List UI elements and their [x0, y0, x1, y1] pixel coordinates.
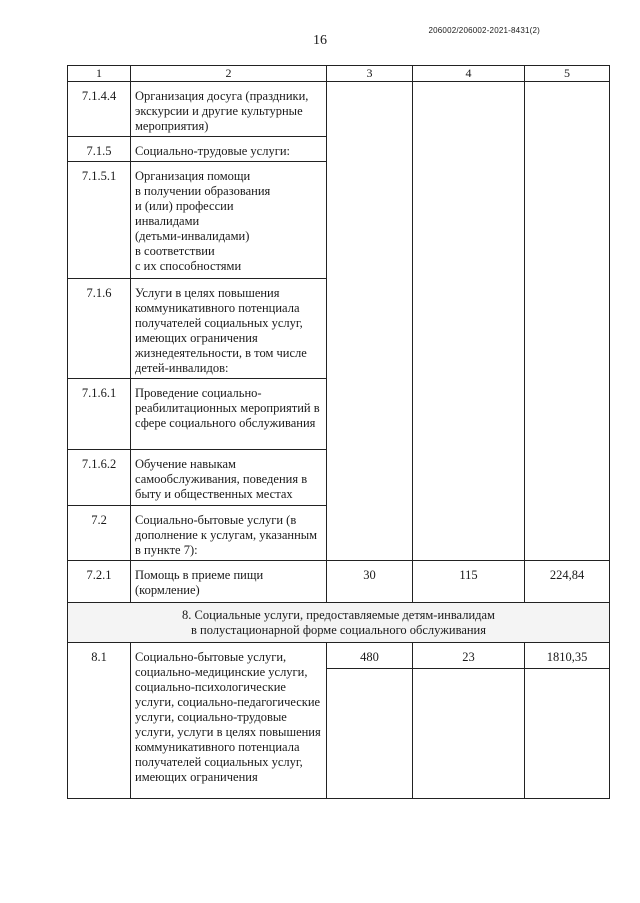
row-number: 7.1.6.2: [68, 449, 131, 505]
merged-cell-col4: [413, 82, 525, 561]
row-value: 480: [327, 643, 413, 669]
merged-cell-col5: [525, 82, 610, 561]
merged-cell-col3: [327, 82, 413, 561]
table-row: [68, 82, 610, 137]
row-description: Обучение навыкам самообслуживания, поведения в быту и общественных местах: [131, 449, 327, 505]
table-row: [68, 643, 610, 669]
row-value: 30: [327, 560, 413, 602]
empty-cell: [413, 669, 525, 799]
row-number: 7.1.5: [68, 137, 131, 162]
column-header: 4: [413, 66, 525, 82]
column-header: 1: [68, 66, 131, 82]
page-number: 16: [313, 33, 327, 48]
document-id: 206002/206002-2021-8431(2): [428, 26, 540, 35]
row-description: Организация досуга (праздники, экскурсии и другие культурные мероприятия): [131, 82, 327, 137]
row-number: 7.2.1: [68, 560, 131, 602]
row-description: Социально-трудовые услуги:: [131, 137, 327, 162]
row-description: Социально-бытовые услуги, социально-медицинские услуги, социально-психологические услуги, социально-педагогические услуги, социально-трудовые услуги, услуги в целях повышения коммуникативного потенциала получателей социальных услуг, имеющих ограничения: [131, 643, 327, 799]
row-description: Организация помощи в получении образования и (или) профессии инвалидами (детьми-инвалидами) в соответствии с их способностями: [131, 162, 327, 278]
row-number: 7.1.6: [68, 278, 131, 378]
row-description: Услуги в целях повышения коммуникативного потенциала получателей социальных услуг, имеющих ограничения жизнедеятельности, в том числе детей-инвалидов:: [131, 278, 327, 378]
row-value: 23: [413, 643, 525, 669]
empty-cell: [525, 669, 610, 799]
section-row: [68, 603, 610, 643]
row-number: 7.2: [68, 505, 131, 560]
column-header: 2: [131, 66, 327, 82]
row-value: 115: [413, 560, 525, 602]
row-number: 7.1.4.4: [68, 82, 131, 137]
services-table: [67, 65, 610, 799]
row-description: Помощь в приеме пищи (кормление): [131, 560, 327, 602]
row-number: 8.1: [68, 643, 131, 799]
row-description: Социально-бытовые услуги (в дополнение к услугам, указанным в пункте 7):: [131, 505, 327, 560]
table-header-row: [68, 66, 610, 82]
section-title: 8. Социальные услуги, предоставляемые детям-инвалидам в полустационарной форме социального обслуживания: [68, 603, 610, 643]
row-value: 224,84: [525, 560, 610, 602]
row-description: Проведение социально-реабилитационных мероприятий в сфере социального обслуживания: [131, 379, 327, 449]
row-number: 7.1.6.1: [68, 379, 131, 449]
column-header: 3: [327, 66, 413, 82]
empty-cell: [327, 669, 413, 799]
row-value: 1810,35: [525, 643, 610, 669]
table-row: [68, 560, 610, 602]
column-header: 5: [525, 66, 610, 82]
row-number: 7.1.5.1: [68, 162, 131, 278]
